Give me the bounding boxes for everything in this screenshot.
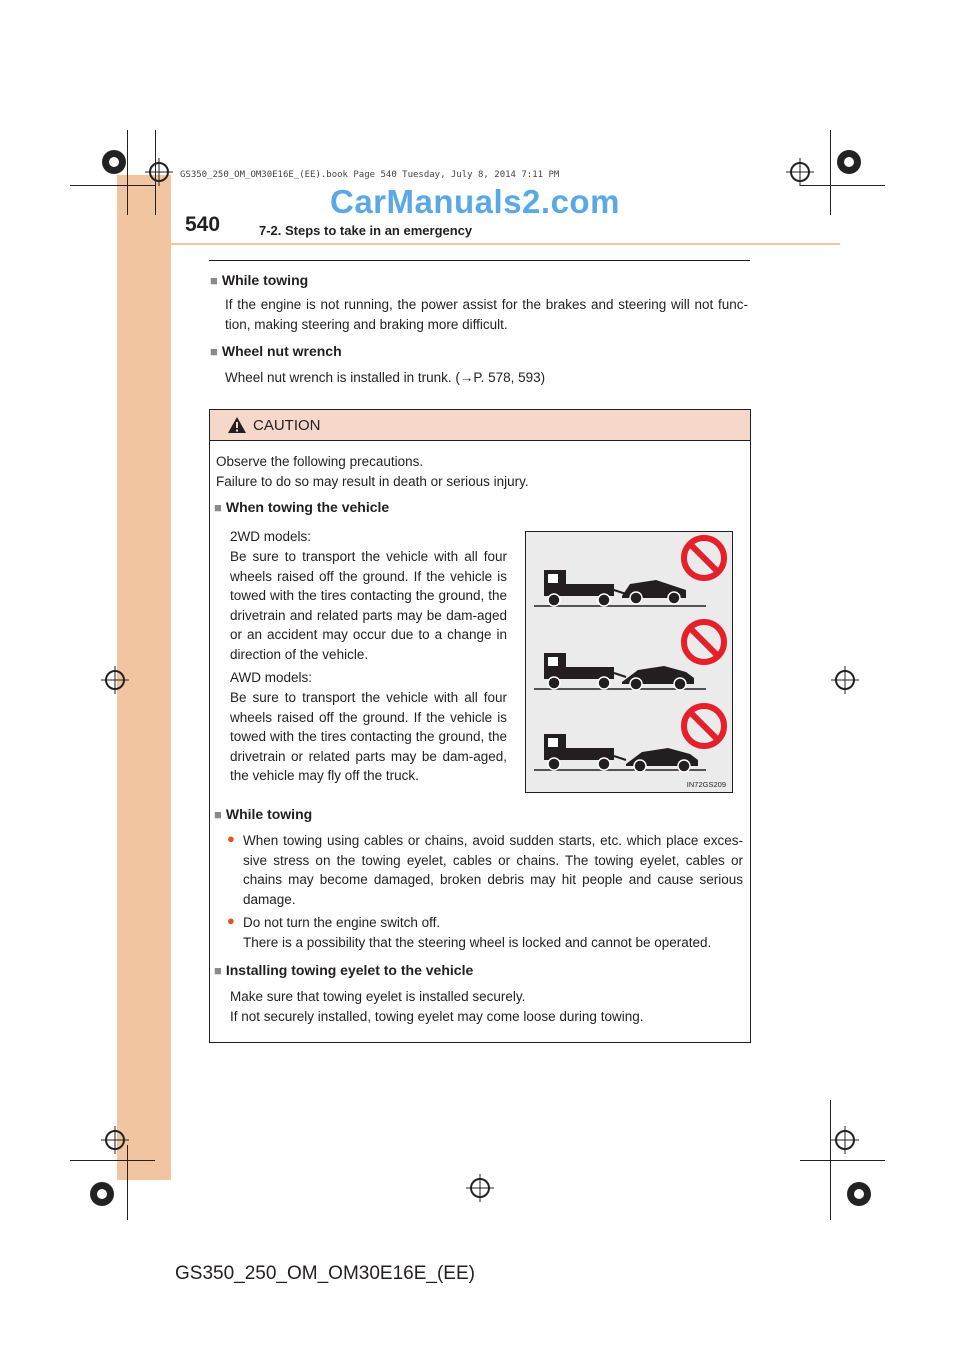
model-label: AWD models: bbox=[230, 670, 313, 685]
square-bullet-icon: ■ bbox=[210, 344, 218, 359]
caution-title: CAUTION bbox=[253, 417, 321, 434]
warning-triangle-icon bbox=[227, 416, 247, 434]
square-bullet-icon: ■ bbox=[214, 963, 222, 978]
round-bullet-icon: ● bbox=[227, 913, 235, 928]
caution-heading: ■ While towing bbox=[214, 806, 313, 822]
crop-mark bbox=[127, 1145, 128, 1220]
page-number: 540 bbox=[185, 213, 221, 236]
crop-mark bbox=[70, 185, 155, 186]
note-text: Wheel nut wrench is installed in trunk. (→P. 578, 593) bbox=[225, 370, 546, 385]
crosshair-icon bbox=[101, 1126, 129, 1154]
crosshair-icon bbox=[831, 1126, 859, 1154]
towing-illustration bbox=[525, 531, 733, 793]
caution-intro: Observe the following precautions. bbox=[216, 454, 424, 469]
crop-mark bbox=[70, 1160, 155, 1161]
crop-mark bbox=[830, 130, 831, 215]
square-bullet-icon: ■ bbox=[214, 807, 222, 822]
watermark: CarManuals2.com bbox=[330, 183, 620, 220]
document-code: GS350_250_OM_OM30E16E_(EE) bbox=[175, 1263, 475, 1284]
tow-truck-row-1 bbox=[534, 570, 706, 606]
caution-bullet: ● Do not turn the engine switch off. There is a possibility that the steering wheel is locked and cannot be operated. bbox=[227, 913, 712, 950]
book-stamp: GS350_250_OM_OM30E16E_(EE).book Page 540 Tuesday, July 8, 2014 7:11 PM bbox=[180, 170, 560, 180]
crosshair-icon bbox=[831, 666, 859, 694]
registration-mark-icon bbox=[88, 1180, 116, 1208]
crop-mark bbox=[800, 1160, 885, 1161]
registration-mark-icon bbox=[835, 148, 863, 176]
caution-text: If not securely installed, towing eyelet may come loose during towing. bbox=[230, 1009, 644, 1024]
note-heading: ■ Wheel nut wrench bbox=[210, 343, 342, 359]
header-rule-accent bbox=[117, 243, 840, 245]
caution-heading: ■ When towing the vehicle bbox=[214, 499, 390, 515]
note-heading: ■ While towing bbox=[210, 272, 309, 288]
crosshair-icon bbox=[786, 158, 814, 186]
model-text: Be sure to transport the vehicle with all four wheels raised off the ground. If the vehicle is towed with the tires contacting the ground, the drivetrain and related parts may be dam-aged or an accident may occur due to a change in direction of the vehicle. bbox=[230, 549, 507, 662]
note-text: If the engine is not running, the power assist for the brakes and steering will not func-tion, making steering and braking more difficult. bbox=[225, 297, 748, 332]
caution-intro: Failure to do so may result in death or serious injury. bbox=[216, 474, 529, 489]
crosshair-icon bbox=[466, 1174, 494, 1202]
square-bullet-icon: ■ bbox=[214, 500, 222, 515]
prohibited-sign-icon bbox=[684, 706, 724, 746]
header-divider bbox=[209, 260, 750, 261]
crosshair-icon bbox=[101, 666, 129, 694]
registration-mark-icon bbox=[100, 148, 128, 176]
model-text: Be sure to transport the vehicle with all four wheels raised off the ground. If the vehicle is towed with the tires contacting the ground, the drivetrain or related parts may be dam-aged, the vehicle may fly off the truck. bbox=[230, 690, 507, 783]
tow-truck-row-3 bbox=[534, 734, 706, 772]
caution-bullet: ● When towing using cables or chains, avoid sudden starts, etc. which place exces-sive stress on the towing eyelet, cables or chains. The towing eyelet, cables or chains may become damaged, broken debris may hit people and cause serious damage. bbox=[227, 831, 743, 907]
prohibited-sign-icon bbox=[684, 622, 724, 662]
caution-heading: ■ Installing towing eyelet to the vehicle bbox=[214, 962, 474, 978]
crosshair-icon bbox=[145, 158, 173, 186]
square-bullet-icon: ■ bbox=[210, 273, 218, 288]
figure-code: IN72GS209 bbox=[686, 780, 726, 789]
registration-mark-icon bbox=[845, 1180, 873, 1208]
caution-header bbox=[210, 410, 750, 441]
section-title: 7-2. Steps to take in an emergency bbox=[259, 223, 473, 238]
tow-truck-prohibited-illustration bbox=[526, 532, 732, 792]
tow-truck-row-2 bbox=[534, 653, 706, 690]
prohibited-sign-icon bbox=[684, 538, 724, 578]
model-label: 2WD models: bbox=[230, 529, 312, 544]
round-bullet-icon: ● bbox=[227, 831, 235, 846]
caution-text: Make sure that towing eyelet is installed securely. bbox=[230, 989, 526, 1004]
